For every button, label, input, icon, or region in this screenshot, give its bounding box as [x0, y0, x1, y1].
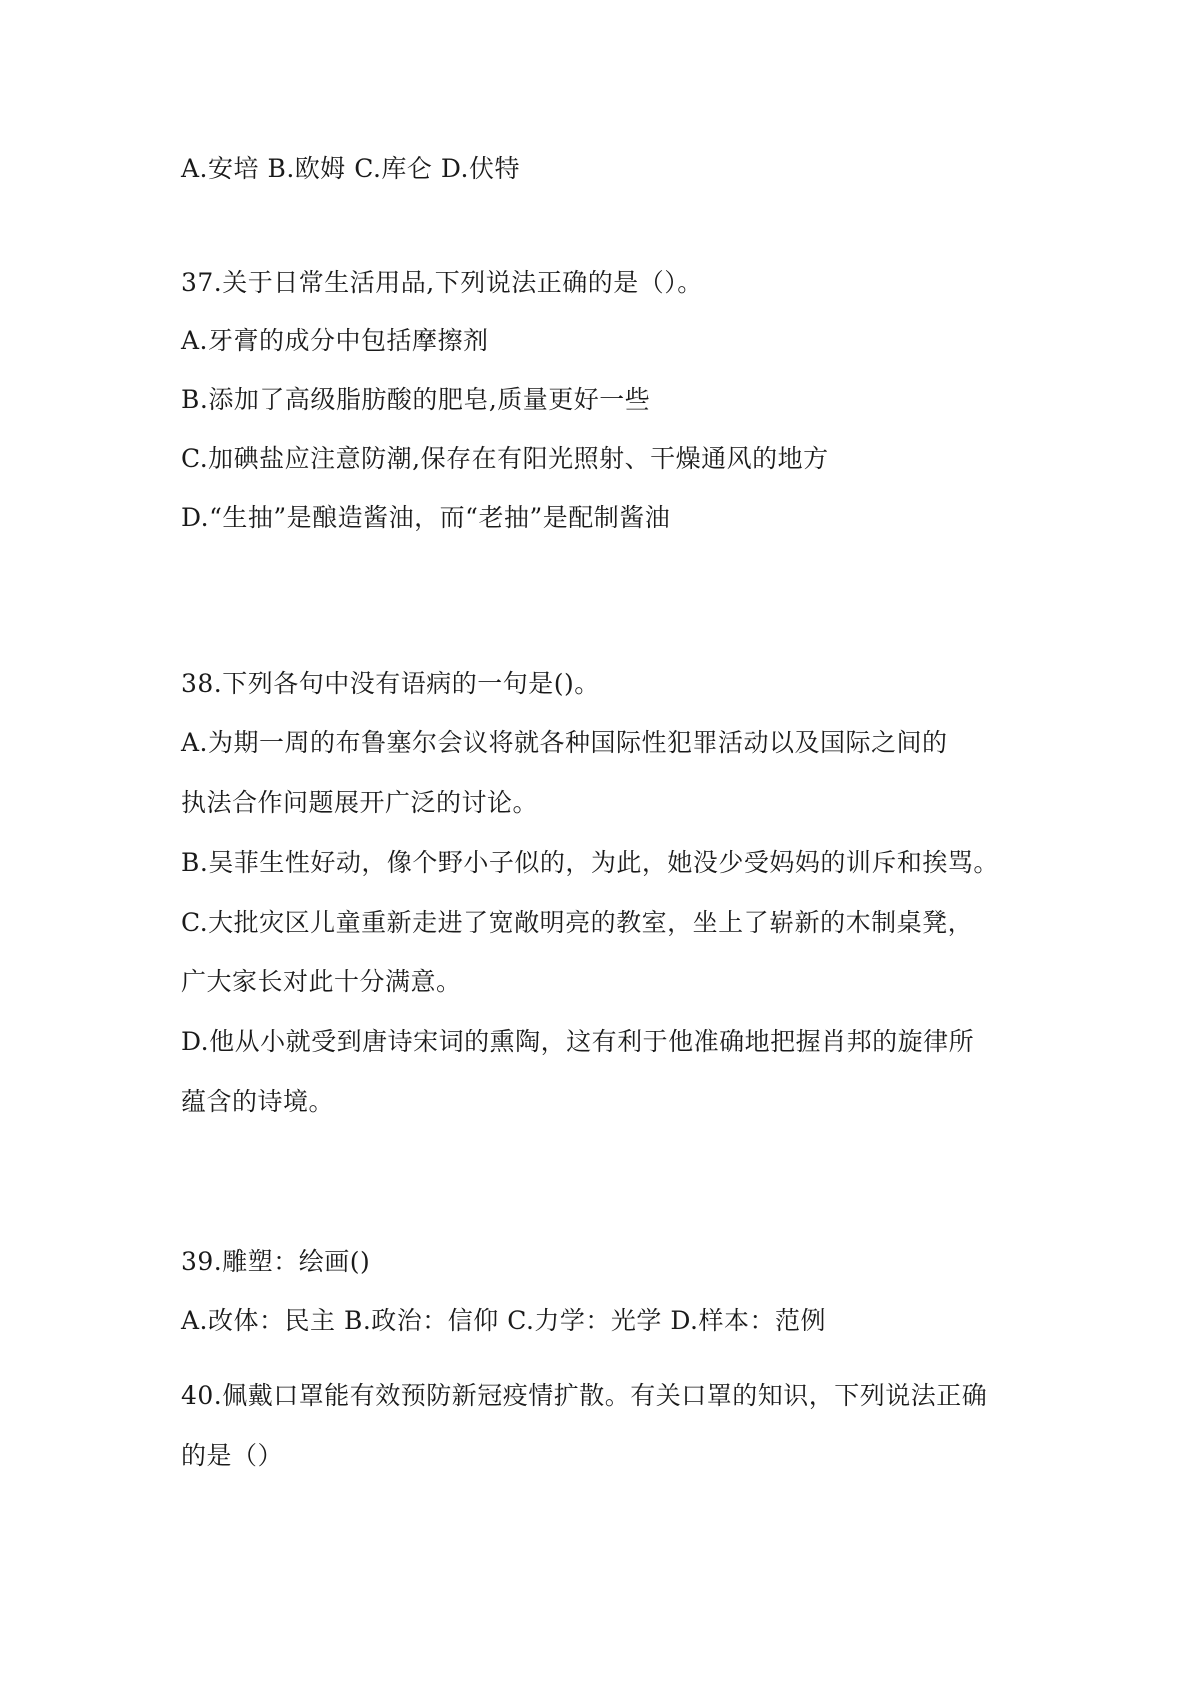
- q38-option-c-line1: C.大批灾区儿童重新走进了宽敞明亮的教室，坐上了崭新的木制桌凳，: [181, 908, 974, 937]
- q40-stem-line1: 40.佩戴口罩能有效预防新冠疫情扩散。有关口罩的知识，下列说法正确: [181, 1381, 988, 1410]
- q37-option-b: B.添加了高级脂肪酸的肥皂,质量更好一些: [181, 385, 651, 414]
- q37-stem: 37.关于日常生活用品,下列说法正确的是（）。: [181, 268, 703, 297]
- q36-options: A.安培 B.欧姆 C.库仑 D.伏特: [181, 154, 520, 183]
- q38-option-a-line1: A.为期一周的布鲁塞尔会议将就各种国际性犯罪活动以及国际之间的: [181, 728, 948, 757]
- q37-option-d: D.“生抽”是酿造酱油，而“老抽”是配制酱油: [181, 503, 671, 532]
- q38-stem: 38.下列各句中没有语病的一句是()。: [181, 669, 600, 698]
- q38-option-c-line2: 广大家长对此十分满意。: [181, 967, 462, 996]
- q40-stem-line2: 的是（）: [181, 1441, 284, 1470]
- q37-option-c: C.加碘盐应注意防潮,保存在有阳光照射、干燥通风的地方: [181, 444, 829, 473]
- q38-option-d-line2: 蕴含的诗境。: [181, 1087, 335, 1116]
- q39-options: A.改体：民主 B.政治：信仰 C.力学：光学 D.样本：范例: [181, 1306, 826, 1335]
- q38-option-a-line2: 执法合作问题展开广泛的讨论。: [181, 788, 539, 817]
- q37-option-a: A.牙膏的成分中包括摩擦剂: [181, 326, 489, 355]
- q38-option-d-line1: D.他从小就受到唐诗宋词的熏陶，这有利于他准确地把握肖邦的旋律所: [181, 1027, 975, 1056]
- q39-stem: 39.雕塑：绘画(): [181, 1247, 371, 1276]
- q38-option-b: B.吴菲生性好动，像个野小子似的，为此，她没少受妈妈的训斥和挨骂。: [181, 848, 999, 877]
